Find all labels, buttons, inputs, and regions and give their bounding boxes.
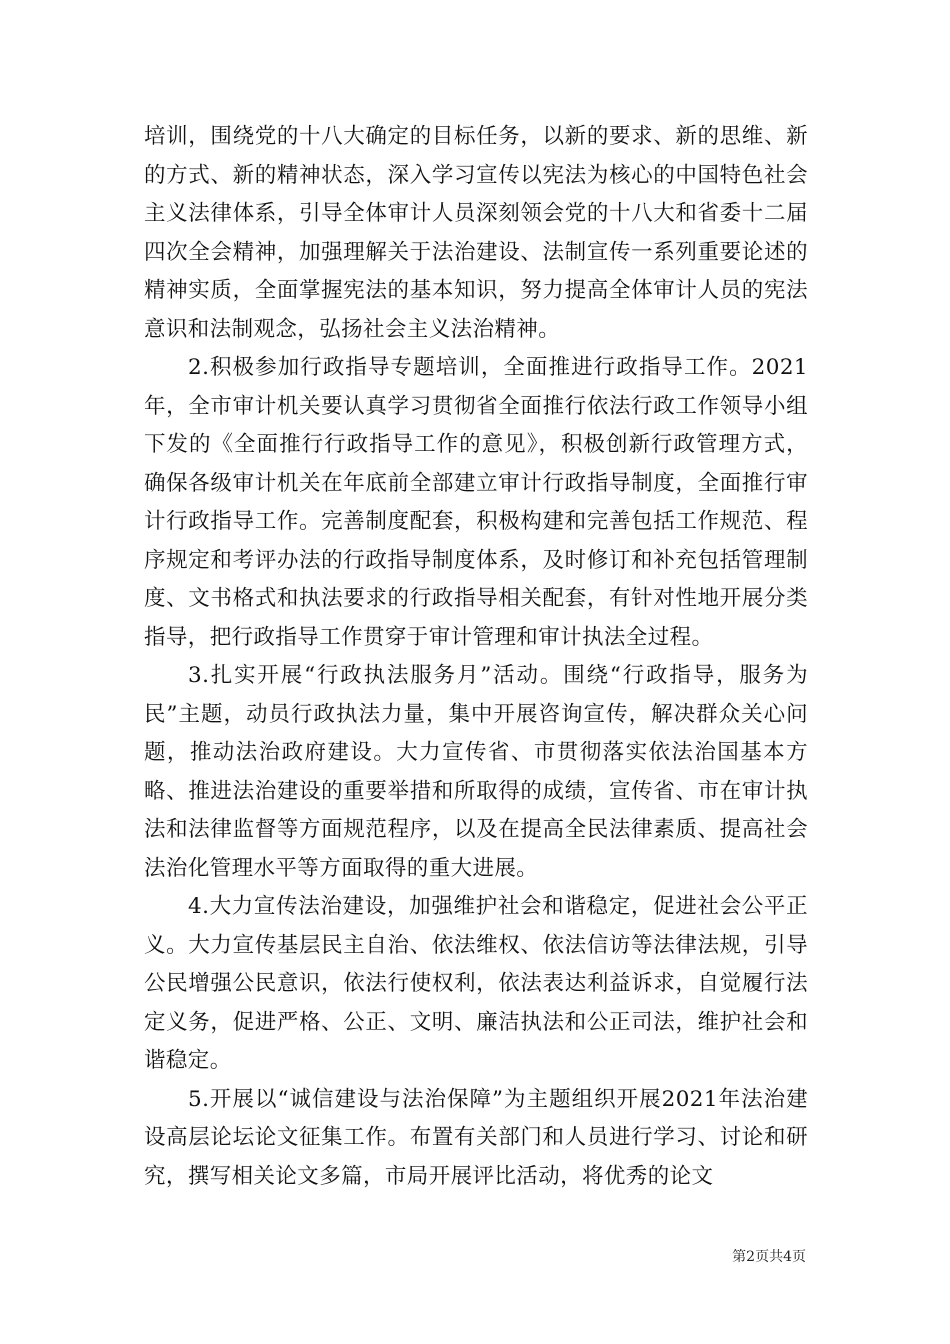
paragraph-item-3: 3.扎实开展“行政执法服务月”活动。围绕“行政指导，服务为民”主题，动员行政执法力量，集中开展咨询宣传，解决群众关心问题，推动法治政府建设。大力宣传省、市贯彻落实依法治国基本方略、推进法治建设的重要举措和所取得的成绩，宣传省、市在审计执法和法律监督等方面规范程序，以及在提高全民法律素质、提高社会法治化管理水平等方面取得的重大进展。 xyxy=(144,663,808,881)
paragraph-item-2: 2.积极参加行政指导专题培训，全面推进行政指导工作。2021年，全市审计机关要认真学习贯彻省全面推行依法行政工作领导小组下发的《全面推行行政指导工作的意见》，积极创新行政管理方式，确保各级审计机关在年底前全部建立审计行政指导制度，全面推行审计行政指导工作。完善制度配套，积极构建和完善包括工作规范、程序规定和考评办法的行政指导制度体系，及时修订和补充包括管理制度、文书格式和执法要求的行政指导相关配套，有针对性地开展分类指导，把行政指导工作贯穿于审计管理和审计执法全过程。 xyxy=(144,355,808,650)
paragraph-item-5: 5.开展以“诚信建设与法治保障”为主题组织开展2021年法治建设高层论坛论文征集工作。布置有关部门和人员进行学习、讨论和研究，撰写相关论文多篇，市局开展评比活动，将优秀的论文 xyxy=(144,1086,808,1189)
document-body xyxy=(144,118,808,1196)
paragraph-continuation: 培训，围绕党的十八大确定的目标任务，以新的要求、新的思维、新的方式、新的精神状态，深入学习宣传以宪法为核心的中国特色社会主义法律体系，引导全体审计人员深刻领会党的十八大和省委十二届四次全会精神，加强理解关于法治建设、法制宣传一系列重要论述的精神实质，全面掌握宪法的基本知识，努力提高全体审计人员的宪法意识和法制观念，弘扬社会主义法治精神。 xyxy=(144,124,808,342)
paragraph-item-4: 4.大力宣传法治建设，加强维护社会和谐稳定，促进社会公平正义。大力宣传基层民主自治、依法维权、依法信访等法律法规，引导公民增强公民意识，依法行使权利，依法表达利益诉求，自觉履行法定义务，促进严格、公正、文明、廉洁执法和公正司法，维护社会和谐稳定。 xyxy=(144,894,808,1073)
page-number-footer: 第2页共4页 xyxy=(732,1249,806,1265)
